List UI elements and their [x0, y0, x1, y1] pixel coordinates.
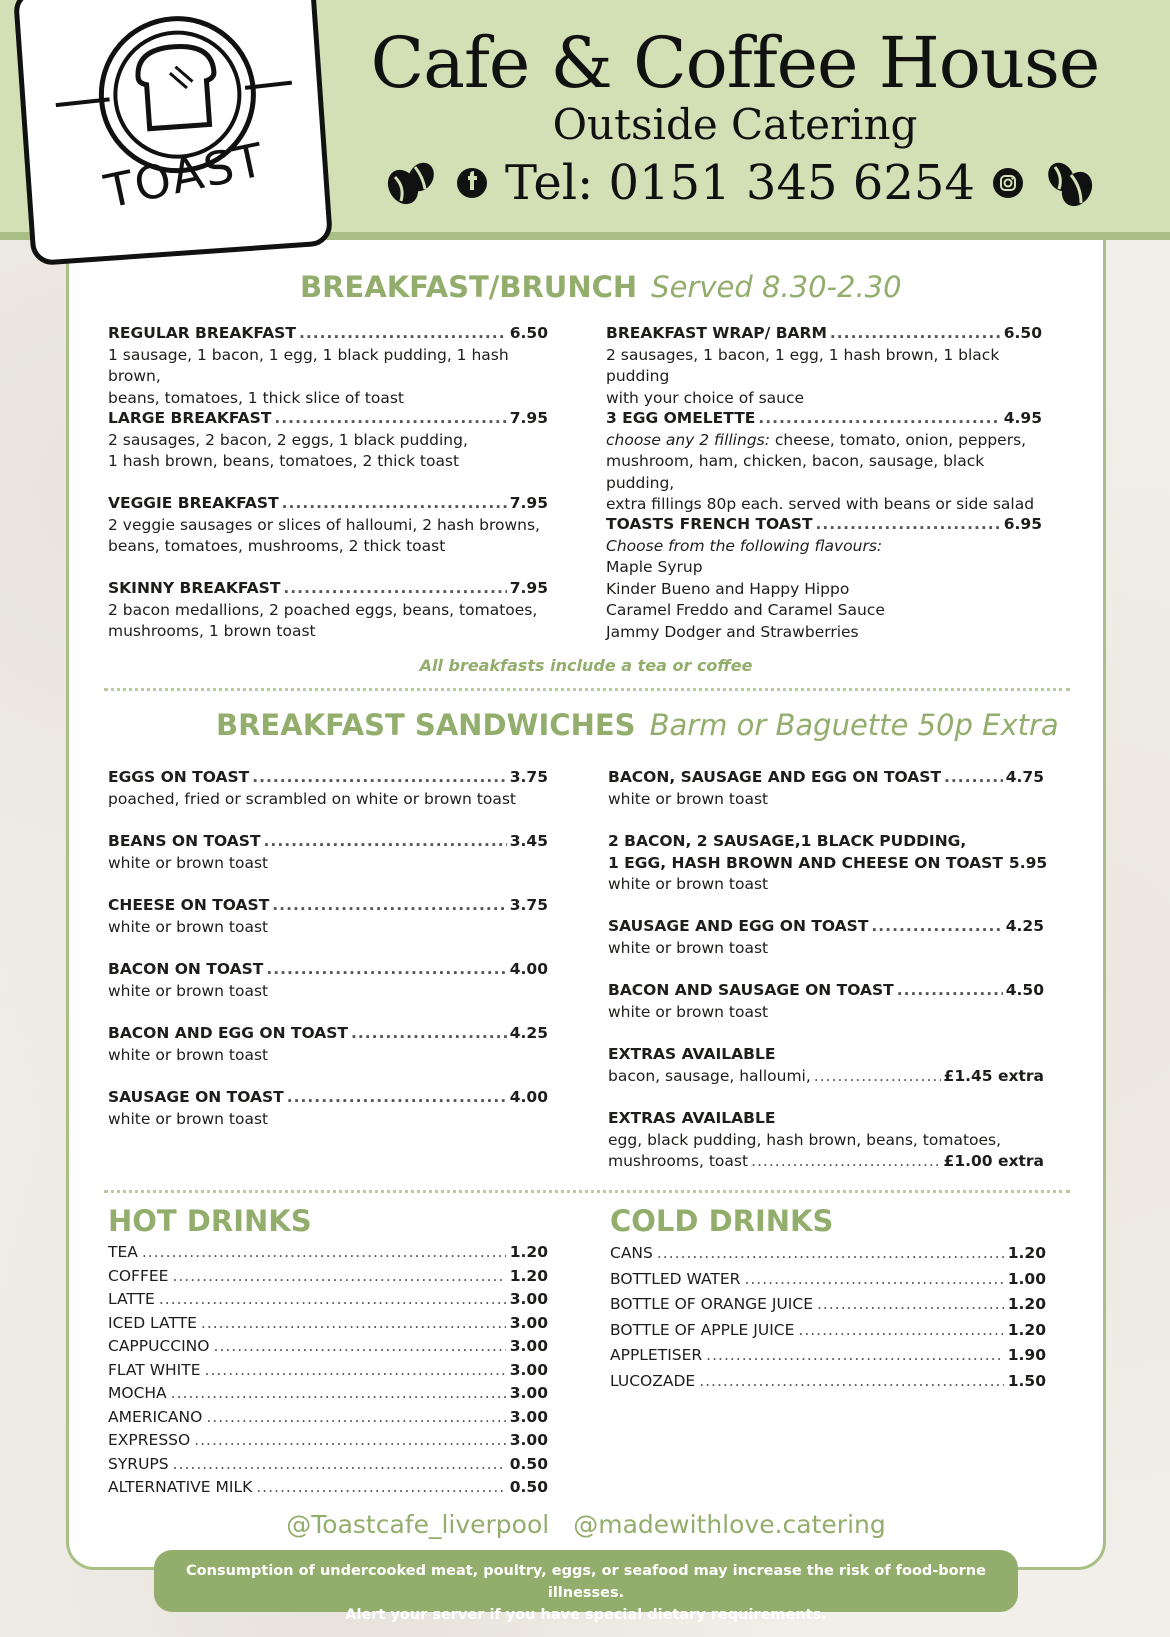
- drink-row: [108, 1429, 548, 1453]
- item-price: 3.75: [509, 768, 548, 786]
- menu-item: [606, 323, 1042, 409]
- item-name: BACON, SAUSAGE AND EGG ON TOAST: [608, 768, 942, 786]
- menu-item: [108, 959, 548, 1002]
- drink-name: LUCOZADE: [610, 1371, 696, 1390]
- drink-row: [610, 1318, 1046, 1344]
- item-name: 1 EGG, HASH BROWN AND CHEESE ON TOAST: [608, 853, 1003, 872]
- drink-price: 1.20: [1007, 1295, 1046, 1313]
- item-price: 4.50: [1005, 981, 1044, 999]
- facebook-icon[interactable]: [457, 168, 487, 198]
- item-name: VEGGIE BREAKFAST: [108, 494, 279, 512]
- item-desc: 2 sausages, 2 bacon, 2 eggs, 1 black pudding, 1 hash brown, beans, tomatoes, 2 thick toast: [108, 430, 468, 470]
- drink-name: BOTTLE OF ORANGE JUICE: [610, 1295, 813, 1313]
- drink-price: 3.00: [509, 1290, 548, 1308]
- drink-price: 3.00: [509, 1337, 548, 1355]
- drink-row: [108, 1406, 548, 1430]
- item-desc: white or brown toast: [608, 1002, 769, 1021]
- drink-price: 3.00: [509, 1360, 548, 1379]
- sandwiches-heading: [216, 708, 1059, 742]
- item-desc-italic: Choose from the following flavours:: [606, 536, 883, 555]
- drink-name: ALTERNATIVE MILK: [108, 1478, 253, 1496]
- item-name: 3 EGG OMELETTE: [606, 409, 756, 427]
- item-desc: 2 veggie sausages or slices of halloumi, 2 hash browns, beans, tomatoes, mushrooms, 2 thick toast: [108, 515, 540, 555]
- item-name: TOASTS FRENCH TOAST: [606, 515, 813, 533]
- menu-item: [108, 408, 548, 473]
- item-price: 7.95: [509, 409, 548, 427]
- hot-drinks-list: [108, 1241, 548, 1500]
- item-price: 3.75: [509, 896, 548, 914]
- item-desc: 2 bacon medallions, 2 poached eggs, beans, tomatoes, mushrooms, 1 brown toast: [108, 600, 538, 640]
- drink-row: [610, 1343, 1046, 1369]
- item-name: SAUSAGE AND EGG ON TOAST: [608, 917, 869, 935]
- item-desc: white or brown toast: [608, 875, 769, 893]
- item-name: REGULAR BREAKFAST: [108, 324, 296, 342]
- notice-line1: Consumption of undercooked meat, poultry, eggs, or seafood may increase the risk of food-borne illnesses.: [186, 1563, 986, 1601]
- drink-name: ICED LATTE: [108, 1313, 197, 1332]
- menu-item: [108, 578, 548, 643]
- item-desc: white or brown toast: [608, 789, 769, 808]
- drink-row: [108, 1359, 548, 1383]
- drink-price: 1.20: [509, 1266, 548, 1285]
- item-name: BEANS ON TOAST: [108, 832, 261, 850]
- drink-row: [108, 1453, 548, 1477]
- drink-name: AMERICANO: [108, 1407, 203, 1426]
- item-price: 6.95: [1003, 515, 1042, 533]
- item-price: 4.00: [509, 1088, 548, 1106]
- drink-price: 3.00: [509, 1313, 548, 1332]
- item-price: 4.25: [1005, 917, 1044, 935]
- drink-price: 0.50: [509, 1454, 548, 1473]
- drink-price: 1.20: [1007, 1244, 1046, 1262]
- extras-price: £1.45 extra: [943, 1066, 1044, 1085]
- allergy-notice: [154, 1550, 1018, 1623]
- drink-price: 3.00: [509, 1431, 548, 1449]
- drink-name: COFFEE: [108, 1266, 169, 1285]
- logo: [13, 0, 334, 266]
- item-name: SAUSAGE ON TOAST: [108, 1088, 284, 1106]
- item-desc: white or brown toast: [108, 1045, 269, 1064]
- item-desc: white or brown toast: [108, 917, 269, 936]
- menu-item: [108, 493, 548, 558]
- drink-price: 1.00: [1007, 1269, 1046, 1288]
- extras-line1: egg, black pudding, hash brown, beans, tomatoes,: [608, 1130, 1002, 1149]
- item-desc: 2 sausages, 1 bacon, 1 egg, 1 hash brown, 1 black pudding with your choice of sauce: [606, 345, 1000, 407]
- extras-item: [608, 1108, 1044, 1173]
- item-desc: white or brown toast: [108, 1109, 269, 1128]
- item-name: BACON AND SAUSAGE ON TOAST: [608, 981, 894, 999]
- item-name: SKINNY BREAKFAST: [108, 579, 281, 597]
- breakfast-title: BREAKFAST/BRUNCH: [300, 270, 638, 304]
- drink-name: TEA: [108, 1243, 138, 1261]
- drink-row: [108, 1476, 548, 1500]
- item-price: 4.75: [1005, 768, 1044, 786]
- item-desc-italic: choose any 2 fillings:: [606, 430, 770, 449]
- drink-name: LATTE: [108, 1290, 155, 1308]
- cold-drinks-list: [610, 1241, 1046, 1394]
- item-price: 6.50: [509, 324, 548, 342]
- sandwiches-subtitle: Barm or Baguette 50p Extra: [649, 708, 1059, 742]
- drink-row: [610, 1292, 1046, 1318]
- menu-item: [608, 980, 1044, 1023]
- item-price: 7.95: [509, 579, 548, 597]
- drink-row: [108, 1288, 548, 1312]
- breakfast-heading: [300, 270, 902, 304]
- item-name: EGGS ON TOAST: [108, 768, 250, 786]
- hot-drinks-title: HOT DRINKS: [108, 1204, 312, 1238]
- item-price: 4.95: [1003, 409, 1042, 427]
- item-price: 4.00: [509, 960, 548, 978]
- extras-line: mushrooms, toast: [608, 1152, 749, 1170]
- drink-row: [108, 1312, 548, 1336]
- extras-item: [608, 1044, 1044, 1087]
- coffee-bean-icon: [1041, 155, 1097, 211]
- drink-row: [610, 1369, 1046, 1395]
- breakfast-note: All breakfasts include a tea or coffee: [419, 656, 753, 675]
- page-subtitle: Outside Catering: [552, 100, 918, 149]
- drink-row: [108, 1265, 548, 1289]
- item-name: BACON AND EGG ON TOAST: [108, 1024, 349, 1042]
- drink-price: 1.90: [1007, 1346, 1046, 1364]
- handle-catering[interactable]: @madewithlove.catering: [573, 1510, 886, 1539]
- extras-title: EXTRAS AVAILABLE: [608, 1109, 776, 1127]
- drink-price: 1.20: [1007, 1320, 1046, 1339]
- drink-row: [610, 1267, 1046, 1293]
- page-title: Cafe & Coffee House: [370, 22, 1100, 104]
- drink-name: APPLETISER: [610, 1346, 703, 1364]
- drink-price: 1.50: [1007, 1371, 1046, 1390]
- item-price: 3.45: [509, 832, 548, 850]
- menu-item: [608, 916, 1044, 959]
- drink-name: CAPPUCCINO: [108, 1337, 210, 1355]
- drink-name: CANS: [610, 1244, 653, 1262]
- menu-item: [608, 767, 1044, 810]
- drink-name: SYRUPS: [108, 1454, 169, 1473]
- item-desc: cheese, tomato, onion, peppers, mushroom, ham, chicken, bacon, sausage, black pudding, extra fillings 80p each. served with beans or side salad: [606, 430, 1035, 513]
- item-price: 5.95: [1008, 853, 1048, 872]
- drink-price: 3.00: [509, 1407, 548, 1426]
- menu-item: [108, 323, 548, 409]
- menu-item: [108, 1023, 548, 1066]
- item-price: 4.25: [509, 1024, 548, 1042]
- coffee-bean-icon: [383, 155, 439, 211]
- drink-name: EXPRESSO: [108, 1431, 191, 1449]
- logo-text: TOAST: [100, 132, 270, 219]
- menu-item: [108, 767, 548, 810]
- divider: [104, 1190, 1070, 1193]
- item-name-line1: 2 BACON, 2 SAUSAGE,1 BLACK PUDDING,: [608, 832, 967, 850]
- item-name: BREAKFAST WRAP/ BARM: [606, 324, 827, 342]
- item-price: 7.95: [509, 494, 548, 512]
- item-price: 6.50: [1003, 324, 1042, 342]
- menu-item: [608, 831, 1048, 896]
- drink-row: [108, 1335, 548, 1359]
- item-desc: white or brown toast: [108, 981, 269, 1000]
- sandwiches-title: BREAKFAST SANDWICHES: [216, 708, 636, 742]
- item-name: CHEESE ON TOAST: [108, 896, 270, 914]
- drink-row: [108, 1382, 548, 1406]
- drink-name: MOCHA: [108, 1384, 167, 1402]
- menu-item: [606, 408, 1042, 516]
- notice-line2: Alert your server if you have special dietary requirements.: [345, 1607, 827, 1623]
- instagram-icon[interactable]: [993, 168, 1023, 198]
- drink-price: 3.00: [509, 1384, 548, 1402]
- item-desc: white or brown toast: [608, 938, 769, 957]
- extras-line: bacon, sausage, halloumi,: [608, 1066, 811, 1085]
- breakfast-subtitle: Served 8.30-2.30: [651, 270, 902, 304]
- menu-item: [606, 514, 1042, 643]
- drink-name: BOTTLED WATER: [610, 1269, 741, 1288]
- item-desc: Maple Syrup Kinder Bueno and Happy Hippo Caramel Freddo and Caramel Sauce Jammy Dodger and Strawberries: [606, 558, 885, 641]
- extras-price: £1.00 extra: [943, 1152, 1044, 1170]
- drink-price: 0.50: [509, 1478, 548, 1496]
- drink-row: [610, 1241, 1046, 1267]
- menu-item: [108, 895, 548, 938]
- cold-drinks-title: COLD DRINKS: [610, 1204, 834, 1238]
- menu-item: [108, 831, 548, 874]
- item-name: LARGE BREAKFAST: [108, 409, 272, 427]
- handle-instagram[interactable]: @Toastcafe_liverpool: [286, 1510, 550, 1539]
- menu-item: [108, 1087, 548, 1130]
- item-desc: white or brown toast: [108, 853, 269, 872]
- drink-name: FLAT WHITE: [108, 1360, 201, 1379]
- drink-price: 1.20: [509, 1243, 548, 1261]
- social-handles: [66, 1510, 1106, 1539]
- item-desc: poached, fried or scrambled on white or brown toast: [108, 789, 516, 808]
- extras-title: EXTRAS AVAILABLE: [608, 1045, 776, 1063]
- item-name: BACON ON TOAST: [108, 960, 264, 978]
- drink-name: BOTTLE OF APPLE JUICE: [610, 1320, 795, 1339]
- item-desc: 1 sausage, 1 bacon, 1 egg, 1 black pudding, 1 hash brown, beans, tomatoes, 1 thick slice of toast: [108, 345, 509, 407]
- contact-row: [380, 148, 1100, 218]
- drink-row: [108, 1241, 548, 1265]
- telephone-number: Tel: 0151 345 6254: [505, 155, 975, 211]
- divider: [104, 688, 1070, 691]
